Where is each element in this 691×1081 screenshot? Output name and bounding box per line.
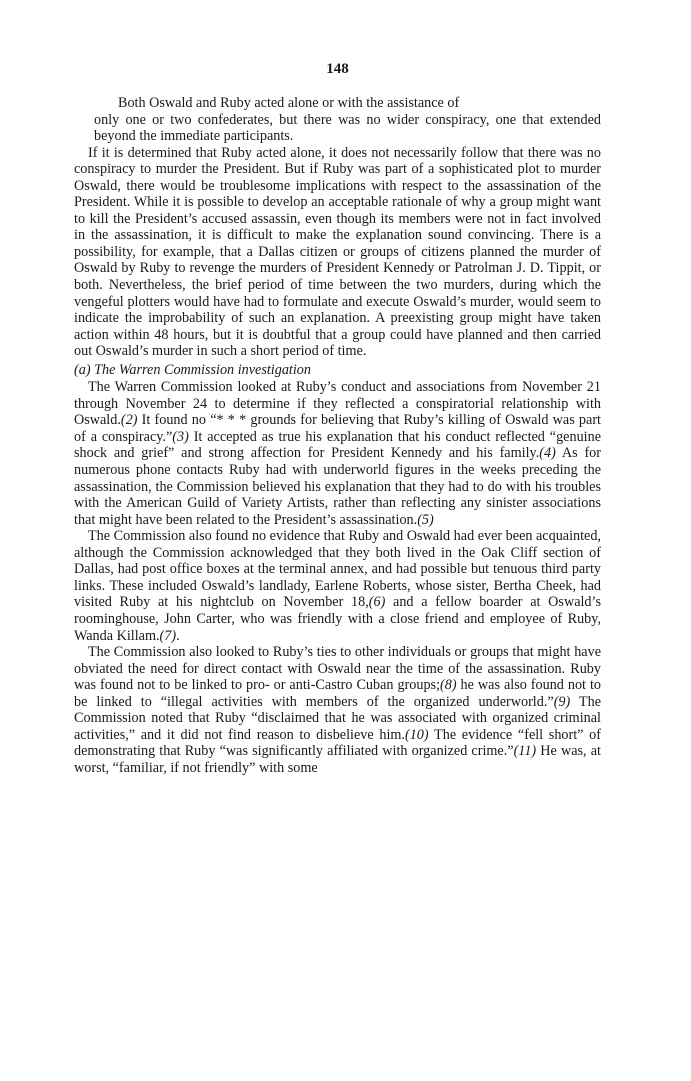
- text-run: He was, at worst, “familiar, if not friendly” with some: [74, 743, 601, 776]
- footnote-ref: (5): [417, 511, 434, 528]
- text-run: The evidence “fell short” of demonstrating that Ruby “was significantly affiliated with organized crime.”: [74, 726, 601, 760]
- text-run: The Warren Commission looked at Ruby’s conduct and associations from November 21 through November 24 to determine if they reflected a conspiratorial relationship with Oswald.: [74, 379, 601, 429]
- text-run: It found no “* * * grounds for believing that Ruby’s killing of Oswald was part of a conspiracy.”: [74, 412, 601, 445]
- text-run: The Commission noted that Ruby “disclaimed that he was associated with organized criminal activities,” and it did not find reason to disbelieve him.: [74, 693, 601, 743]
- footnote-ref: (8): [440, 677, 457, 694]
- text-run: It accepted as true his explanation that his conduct reflected “genuine shock and grief” and strong affection for President Kennedy and his family.: [74, 428, 601, 462]
- footnote-ref: (3): [172, 428, 189, 445]
- section-heading: (a) The Warren Commission investigation: [74, 361, 311, 378]
- page-number: 148: [326, 61, 349, 77]
- text-run: .: [176, 627, 180, 644]
- text-run: and a fellow boarder at Oswald’s roominghouse, John Carter, who was friendly with a close friend and employee of Ruby, Wanda Killam.: [74, 594, 601, 644]
- footnote-ref: (2): [120, 412, 138, 429]
- footnote-ref: (10): [404, 726, 429, 743]
- footnote-ref: (7): [159, 627, 177, 644]
- paragraph-ruby-alone: If it is determined that Ruby acted alone, it does not necessarily follow that there was no conspiracy to murder the President. But if Ruby was part of a sophisticated plot to murder Oswald, there would be troublesome implications with respect to the assassination of the President. While it is possible to develop an acceptable rationale of why a group might want to kill the President’s accused assassin, even though its members were not in fact involved in the assassination, it is difficult to make the explanation sound convincing. There is a possibility, for example, that a Dallas citizen or groups of citizens planned the murder of Oswald by Ruby to revenge the murders of President Kennedy or Patrolman J. D. Tippit, or both. Nevertheless, the brief period of time between the two murders, during which the vengeful plotters would have had to formulate and execute Oswald’s murder, would seem to indicate the improbability of such an explanation. A preexisting group might have taken action within 48 hours, but it is doubtful that a group could have planned and then carried out Oswald’s murder in such a short period of time.: [74, 144, 601, 360]
- text-run: As for numerous phone contacts Ruby had with underworld figures in the weeks preceding the assassination, the Commission believed his explanation that they had to do with his troubles with the American Guild of Variety Artists, rather than reflecting any sinister associations that might have been related to the President’s assassination.: [74, 445, 601, 528]
- paragraph-ruby-ties: [74, 644, 601, 776]
- quoted-passage: [74, 95, 601, 145]
- footnote-ref: (9): [553, 693, 571, 710]
- text-run: he was also found not to be linked to “illegal activities with members of the organized underworld.”: [74, 677, 601, 710]
- text-run: The Commission also found no evidence that Ruby and Oswald had ever been acquainted, although the Commission acknowledged that they both lived in the Oak Cliff section of Dallas, had post office boxes at the terminal annex, and had possible but tenuous third party links. These included Oswald’s landlady, Earlene Roberts, whose sister, Bertha Cheek, had visited Ruby at his nightclub on November 18,: [74, 528, 601, 611]
- paragraph-warren-commission: [74, 379, 601, 528]
- footnote-ref: (11): [513, 743, 537, 760]
- document-page: [74, 60, 601, 776]
- quoted-passage-rest: only one or two confederates, but there was no wider conspiracy, one that extended beyond the immediate participants.: [94, 111, 601, 145]
- paragraph-no-acquaintance: [74, 528, 601, 644]
- text-run: The Commission also looked to Ruby’s ties to other individuals or groups that might have obviated the need for direct contact with Oswald near the time of the assassination. Ruby was found not to be linked to pro- or anti-Castro Cuban groups;: [74, 644, 601, 694]
- footnote-ref: (6): [368, 594, 386, 611]
- quoted-passage-line1: Both Oswald and Ruby acted alone or with the assistance of: [118, 95, 460, 111]
- footnote-ref: (4): [539, 445, 556, 462]
